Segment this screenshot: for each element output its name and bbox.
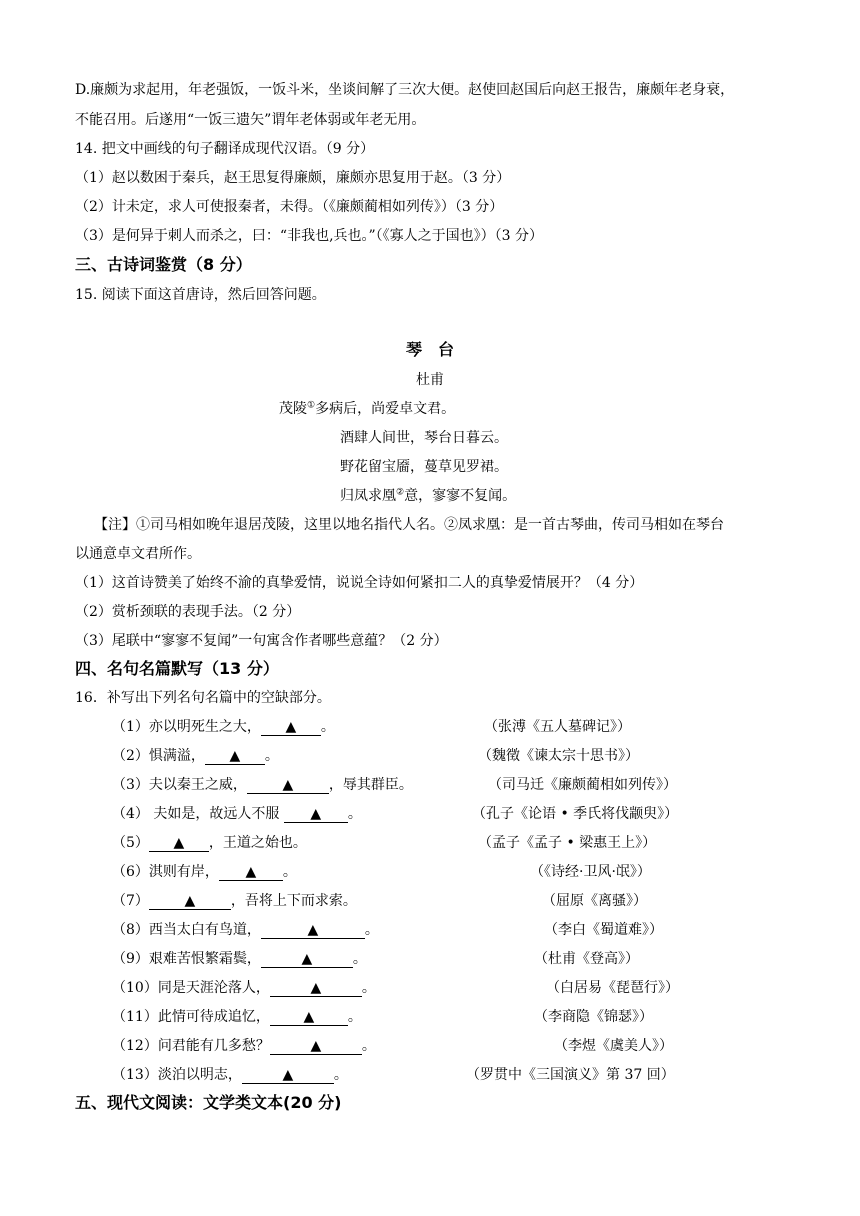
q15-question-1: （1）这首诗赞美了始终不渝的真挚爱情，说说全诗如何紧扣二人的真挚爱情展开？（4 分） <box>75 575 644 591</box>
answer-blank[interactable]: ▲ <box>149 835 209 852</box>
q16-title: 16．补写出下列名句名篇中的空缺部分。 <box>75 690 331 706</box>
poem-line-2: 酒肆人间世，琴台日暮云。 <box>340 430 508 446</box>
poem-line-4: 归凤求凰②意，寥寥不复闻。 <box>340 487 517 504</box>
answer-blank[interactable]: ▲ <box>284 806 348 823</box>
answer-blank[interactable]: ▲ <box>219 864 283 881</box>
fill-item: （8）西当太白有鸟道， ▲ 。 <box>112 922 379 938</box>
section-3-heading: 三、古诗词鉴赏（8 分） <box>75 255 252 274</box>
poem-author: 杜甫 <box>416 372 444 388</box>
fill-item: （13）淡泊以明志， ▲ 。 <box>112 1067 348 1083</box>
fill-item-source: （杜甫《登高》） <box>534 951 639 967</box>
fill-item: （4） 夫如是，故远人不服 ▲ 。 <box>112 806 362 822</box>
option-d-line-1: D.廉颇为求起用，年老强饭，一饭斗米，坐谈间解了三次大便。赵使回赵国后向赵王报告，廉颇年老身衰， <box>75 82 735 98</box>
answer-blank[interactable]: ▲ <box>270 1038 362 1055</box>
section-4-heading: 四、名句名篇默写（13 分） <box>75 659 279 678</box>
poem-line-3: 野花留宝靥，蔓草见罗裙。 <box>340 459 508 475</box>
option-d-line-2: 不能召用。后遂用“一饭三遗矢”谓年老体弱或年老无用。 <box>75 112 426 128</box>
fill-item: （2）惧满溢， ▲ 。 <box>112 748 279 764</box>
fill-item-source: （魏徵《谏太宗十思书》） <box>478 748 639 764</box>
answer-blank[interactable]: ▲ <box>270 980 362 997</box>
fill-item: （3）夫以秦王之威， ▲ ，辱其群臣。 <box>112 777 413 793</box>
answer-blank[interactable]: ▲ <box>247 777 329 794</box>
answer-blank[interactable]: ▲ <box>261 719 321 736</box>
q15-title: 15. 阅读下面这首唐诗，然后回答问题。 <box>75 287 326 303</box>
fill-item-source: （李白《蜀道难》） <box>544 922 663 938</box>
answer-blank[interactable]: ▲ <box>205 748 265 765</box>
answer-blank[interactable]: ▲ <box>261 951 353 968</box>
answer-blank[interactable]: ▲ <box>242 1067 334 1084</box>
poem-title: 琴 台 <box>405 340 454 359</box>
fill-item-source: （孔子《论语 • 季氏将伐颛臾》） <box>472 806 679 822</box>
fill-item-source: （《诗经·卫风·氓》） <box>530 864 651 880</box>
poem-note-line-1: 【注】①司马相如晚年退居茂陵，这里以地名指代人名。②凤求凰：是一首古琴曲，传司马相如在琴台 <box>94 517 724 533</box>
footnote-2-marker: ② <box>396 487 405 498</box>
answer-blank[interactable]: ▲ <box>261 922 365 939</box>
fill-item: （10）同是天涯沦落人， ▲ 。 <box>112 980 376 996</box>
fill-item-source: （司马迁《廉颇蔺相如列传》） <box>488 777 677 793</box>
fill-item-source: （白居易《琵琶行》） <box>546 980 679 996</box>
fill-item: （11）此情可待成追忆， ▲ 。 <box>112 1009 362 1025</box>
fill-item: （1）亦以明死生之大， ▲ 。 <box>112 719 335 735</box>
answer-blank[interactable]: ▲ <box>149 893 231 910</box>
q15-question-3: （3）尾联中“寥寥不复闻”一句寓含作者哪些意蕴？（2 分） <box>75 633 448 649</box>
fill-item-source: （李商隐《锦瑟》） <box>534 1009 653 1025</box>
q14-item-3: （3）是何异于刺人而杀之，曰：“非我也,兵也。”（《寡人之于国也》）（3 分） <box>75 228 544 244</box>
q14-title: 14. 把文中画线的句子翻译成现代汉语。（9 分） <box>75 141 375 157</box>
poem-line-1: 茂陵①多病后，尚爱卓文君。 <box>279 400 456 417</box>
poem-note-line-2: 以通意卓文君所作。 <box>75 546 201 562</box>
section-5-heading: 五、现代文阅读：文学类文本(20 分) <box>75 1093 342 1112</box>
fill-item: （6）淇则有岸， ▲ 。 <box>112 864 297 880</box>
fill-item-source: （屈原《离骚》） <box>542 893 647 909</box>
fill-item: （7） ▲ ，吾将上下而求索。 <box>112 893 357 909</box>
fill-item: （9）艰难苦恨繁霜鬓， ▲ 。 <box>112 951 367 967</box>
q14-item-1: （1）赵以数困于秦兵，赵王思复得廉颇，廉颇亦思复用于赵。（3 分） <box>75 170 511 186</box>
fill-item-source: （张溥《五人墓碑记》） <box>484 719 631 735</box>
fill-item: （5） ▲ ，王道之始也。 <box>112 835 307 851</box>
q14-item-2: （2）计未定，求人可使报秦者，未得。（《廉颇蔺相如列传》）（3 分） <box>75 199 504 215</box>
fill-item-source: （孟子《孟子 • 梁惠王上》） <box>478 835 657 851</box>
answer-blank[interactable]: ▲ <box>270 1009 348 1026</box>
footnote-1-marker: ① <box>307 400 316 411</box>
fill-item-source: （李煜《虞美人》） <box>554 1038 673 1054</box>
fill-item-source: （罗贯中《三国演义》第 37 回） <box>466 1067 675 1083</box>
fill-item: （12）问君能有几多愁？ ▲ 。 <box>112 1038 376 1054</box>
q15-question-2: （2）赏析颈联的表现手法。（2 分） <box>75 604 301 620</box>
